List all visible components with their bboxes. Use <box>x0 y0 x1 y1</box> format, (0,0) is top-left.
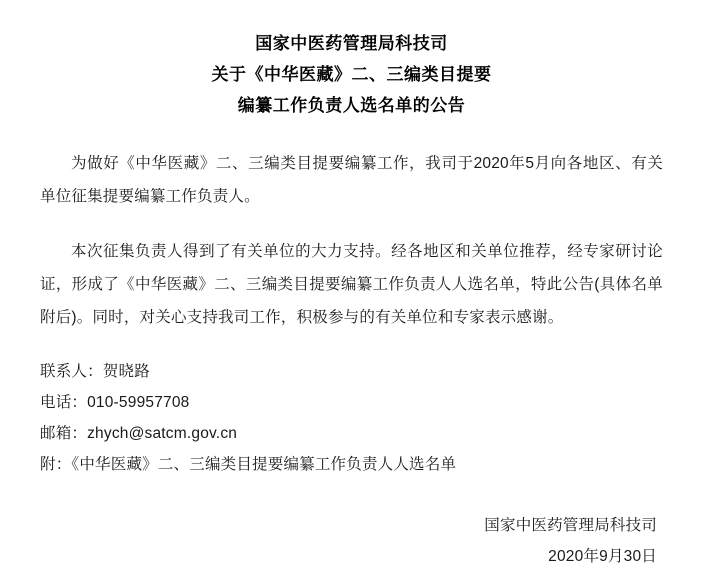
title-line-3: 编纂工作负责人选名单的公告 <box>237 96 466 115</box>
document-title <box>40 28 663 121</box>
contact-person: 联系人：贺晓路 <box>40 363 150 380</box>
document-body <box>40 147 663 334</box>
signature-block <box>40 510 663 572</box>
signature-issuer: 国家中医药管理局科技司 <box>484 517 657 534</box>
title-line-1: 国家中医药管理局科技司 <box>255 34 448 53</box>
contact-phone: 电话：010-59957708 <box>40 394 190 411</box>
attachment-note: 附：《中华医藏》二、三编类目提要编纂工作负责人人选名单 <box>40 456 457 473</box>
title-line-2: 关于《中华医藏》二、三编类目提要 <box>211 65 492 84</box>
signature-date: 2020年9月30日 <box>548 548 657 565</box>
contact-info <box>40 356 663 480</box>
paragraph-1: 为做好《中华医藏》二、三编类目提要编纂工作，我司于2020年5月向各地区、有关单位征集提要编纂工作负责人。 <box>40 155 663 205</box>
contact-email: 邮箱：zhych@satcm.gov.cn <box>40 425 238 442</box>
paragraph-2: 本次征集负责人得到了有关单位的大力支持。经各地区和关单位推荐，经专家研讨论证，形成了《中华医藏》二、三编类目提要编纂工作负责人人选名单，特此公告(具体名单附后)。同时，对关心支持我司工作，积极参与的有关单位和专家表示感谢。 <box>40 243 663 326</box>
